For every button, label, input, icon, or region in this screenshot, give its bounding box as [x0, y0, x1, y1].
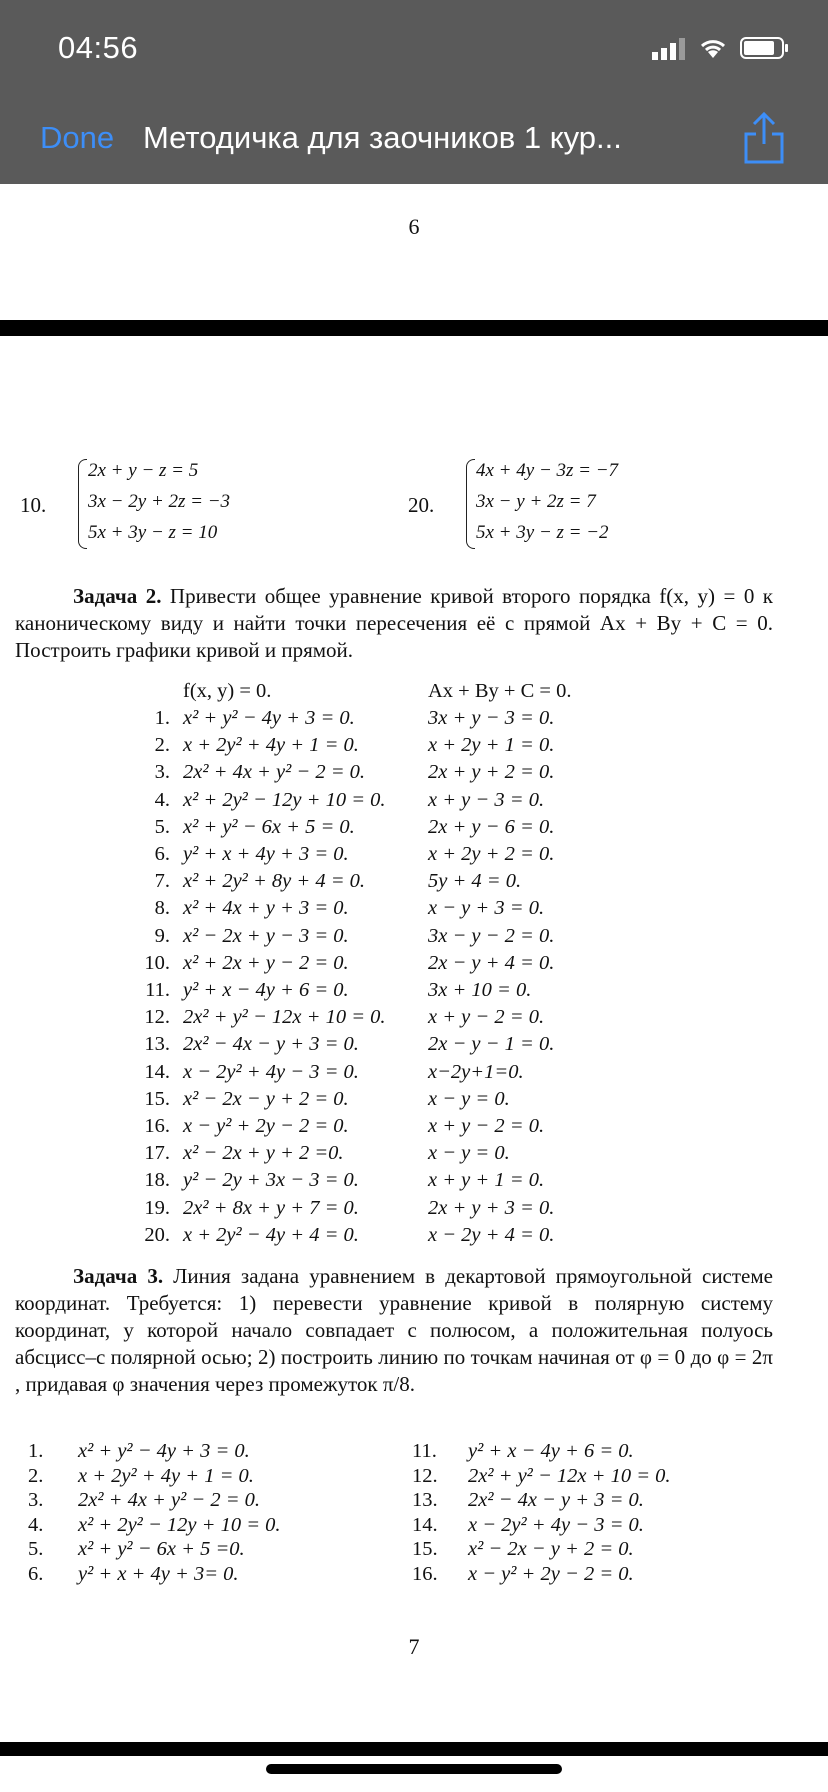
item-number: 1.	[28, 1440, 44, 1462]
line-equation: 2x − y − 1 = 0.	[428, 1033, 555, 1056]
item-number: 6.	[28, 1563, 44, 1585]
curve-equation: x + 2y² − 4y + 4 = 0.	[183, 1223, 359, 1246]
curve-equation: y² + x − 4y + 6 = 0.	[183, 979, 349, 1001]
row-number: 18.	[144, 1169, 170, 1192]
equation: x + 2y² + 4y + 1 = 0.	[78, 1464, 254, 1487]
curve-equation: x² + 4x + y + 3 = 0.	[183, 897, 349, 920]
item-number: 12.	[412, 1464, 438, 1487]
item-number: 5.	[28, 1538, 44, 1561]
item-number: 11.	[412, 1440, 437, 1462]
share-icon[interactable]	[742, 110, 786, 166]
task3-paragraph	[15, 1263, 773, 1398]
signal-icon	[652, 38, 686, 60]
row-number: 19.	[144, 1196, 170, 1219]
row-number: 13.	[144, 1033, 170, 1056]
status-time: 04:56	[58, 30, 139, 65]
task3-text: Линия задана уравнением в декартовой прямоугольной системе координат. Требуется: 1) перевести уравнение кривой в полярную систему координат, у которой начало совпадает с полюсом, а положительная полуось абсцисс–с полярной осью; 2) построить линию по точкам начиная от φ = 0 до φ = 2π , придавая φ значения через промежуток π/8.	[15, 1264, 773, 1396]
task3-heading: Задача 3.	[73, 1264, 164, 1288]
wifi-icon	[698, 36, 728, 60]
line-equation: x − 2y + 4 = 0.	[428, 1223, 555, 1246]
task2-heading: Задача 2.	[73, 584, 162, 608]
line-equation: 2x + y + 3 = 0.	[428, 1196, 555, 1219]
nav-bar	[0, 92, 828, 184]
line-equation: x − y = 0.	[428, 1087, 510, 1110]
curve-equation: x² + 2x + y − 2 = 0.	[183, 951, 349, 974]
item-number: 14.	[412, 1513, 438, 1536]
task2-paragraph	[15, 583, 773, 664]
home-indicator[interactable]	[266, 1764, 562, 1774]
line-equation: 2x + y − 6 = 0.	[428, 815, 555, 838]
row-number: 20.	[144, 1223, 170, 1246]
line-equation: x − y = 0.	[428, 1142, 510, 1165]
battery-icon	[740, 37, 790, 59]
row-number: 7.	[154, 870, 170, 893]
curve-equation: x² − 2x − y + 2 = 0.	[183, 1087, 349, 1110]
row-number: 8.	[154, 897, 170, 920]
row-number: 17.	[144, 1142, 170, 1165]
equation: x² − 2x − y + 2 = 0.	[468, 1538, 634, 1561]
task2-text: Привести общее уравнение кривой второго порядка f(x, y) = 0 к каноническому виду и найти точки пересечения её с прямой Ax + By + C = 0. Построить графики кривой и прямой.	[15, 584, 774, 662]
line-equation: 5y + 4 = 0.	[428, 870, 522, 893]
item-number: 4.	[28, 1513, 44, 1536]
row-number: 2.	[154, 734, 170, 757]
equation: 2x² − 4x − y + 3 = 0.	[468, 1489, 644, 1512]
equation: x² + y² − 6x + 5 =0.	[78, 1538, 245, 1561]
curve-equation: x + 2y² + 4y + 1 = 0.	[183, 734, 359, 757]
row-number: 4.	[154, 788, 170, 811]
equation: y² + x − 4y + 6 = 0.	[468, 1440, 634, 1462]
document-title: Методичка для заочников 1 кур...	[143, 120, 622, 155]
curve-equation: 2x² + 4x + y² − 2 = 0.	[183, 761, 366, 784]
row-number: 12.	[144, 1006, 170, 1029]
page-number-bottom: 7	[408, 1634, 420, 1659]
row-number: 3.	[154, 761, 170, 784]
row-number: 11.	[145, 979, 170, 1001]
row-number: 5.	[154, 815, 170, 838]
curve-equation: x − y² + 2y − 2 = 0.	[183, 1115, 349, 1137]
system-equations: 4x + 4y − 3z = −7 3x − y + 2z = 7 5x + 3y − z = −2	[476, 460, 619, 543]
curve-equation: x² − 2x + y − 3 = 0.	[183, 924, 349, 947]
curve-equation: 2x² − 4x − y + 3 = 0.	[183, 1033, 359, 1056]
curve-equation: 2x² + y² − 12x + 10 = 0.	[183, 1006, 386, 1029]
curve-equation: x² + y² − 4y + 3 = 0.	[183, 707, 355, 729]
equation: x − 2y² + 4y − 3 = 0.	[468, 1513, 644, 1536]
task2-header-line: Ax + By + C = 0.	[428, 680, 572, 702]
item-number: 13.	[412, 1489, 438, 1512]
row-number: 14.	[144, 1060, 170, 1083]
row-number: 15.	[144, 1087, 170, 1110]
equation: 2x² + 4x + y² − 2 = 0.	[78, 1489, 261, 1512]
line-equation: x + 2y + 2 = 0.	[428, 843, 555, 865]
line-equation: 2x + y + 2 = 0.	[428, 761, 555, 784]
brace	[466, 459, 475, 549]
page-separator	[0, 1742, 828, 1756]
row-number: 16.	[144, 1115, 170, 1137]
curve-equation: x² − 2x + y + 2 =0.	[183, 1142, 344, 1165]
status-bar	[0, 0, 828, 92]
curve-equation: x − 2y² + 4y − 3 = 0.	[183, 1060, 359, 1083]
equation: y² + x + 4y + 3= 0.	[78, 1563, 239, 1585]
system-number: 10.	[20, 493, 47, 517]
equation: x² + 2y² − 12y + 10 = 0.	[78, 1513, 281, 1536]
line-equation: 2x − y + 4 = 0.	[428, 951, 555, 974]
page-number-top: 6	[408, 214, 420, 239]
row-number: 6.	[154, 843, 170, 865]
curve-equation: 2x² + 8x + y + 7 = 0.	[183, 1196, 359, 1219]
equation: x² + y² − 4y + 3 = 0.	[78, 1440, 250, 1462]
line-equation: 3x + y − 3 = 0.	[428, 707, 555, 729]
equation: 2x² + y² − 12x + 10 = 0.	[468, 1464, 671, 1487]
system-number: 20.	[408, 493, 435, 517]
line-equation: x−2y+1=0.	[428, 1060, 524, 1083]
equation: x − y² + 2y − 2 = 0.	[468, 1563, 634, 1585]
line-equation: x + y − 2 = 0.	[428, 1115, 545, 1137]
line-equation: x + y + 1 = 0.	[428, 1169, 545, 1192]
item-number: 2.	[28, 1464, 44, 1487]
line-equation: x + y − 2 = 0.	[428, 1006, 545, 1029]
line-equation: x − y + 3 = 0.	[428, 897, 545, 920]
item-number: 16.	[412, 1563, 438, 1585]
item-number: 15.	[412, 1538, 438, 1561]
curve-equation: x² + y² − 6x + 5 = 0.	[183, 815, 355, 838]
line-equation: 3x + 10 = 0.	[428, 979, 532, 1001]
system-equations: 2x + y − z = 5 3x − 2y + 2z = −3 5x + 3y − z = 10	[88, 460, 231, 543]
task2-header-curve: f(x, y) = 0.	[183, 680, 272, 702]
curve-equation: x² + 2y² + 8y + 4 = 0.	[183, 870, 366, 893]
curve-equation: y² + x + 4y + 3 = 0.	[183, 843, 349, 865]
page-separator	[0, 320, 828, 336]
line-equation: 3x − y − 2 = 0.	[428, 924, 555, 947]
row-number: 10.	[144, 951, 170, 974]
line-equation: x + 2y + 1 = 0.	[428, 734, 555, 757]
line-equation: x + y − 3 = 0.	[428, 788, 545, 811]
row-number: 1.	[154, 707, 170, 729]
row-number: 9.	[154, 924, 170, 947]
curve-equation: x² + 2y² − 12y + 10 = 0.	[183, 788, 386, 811]
done-button[interactable]: Done	[40, 120, 115, 155]
curve-equation: y² − 2y + 3x − 3 = 0.	[183, 1169, 359, 1192]
item-number: 3.	[28, 1489, 44, 1512]
brace	[78, 459, 87, 549]
